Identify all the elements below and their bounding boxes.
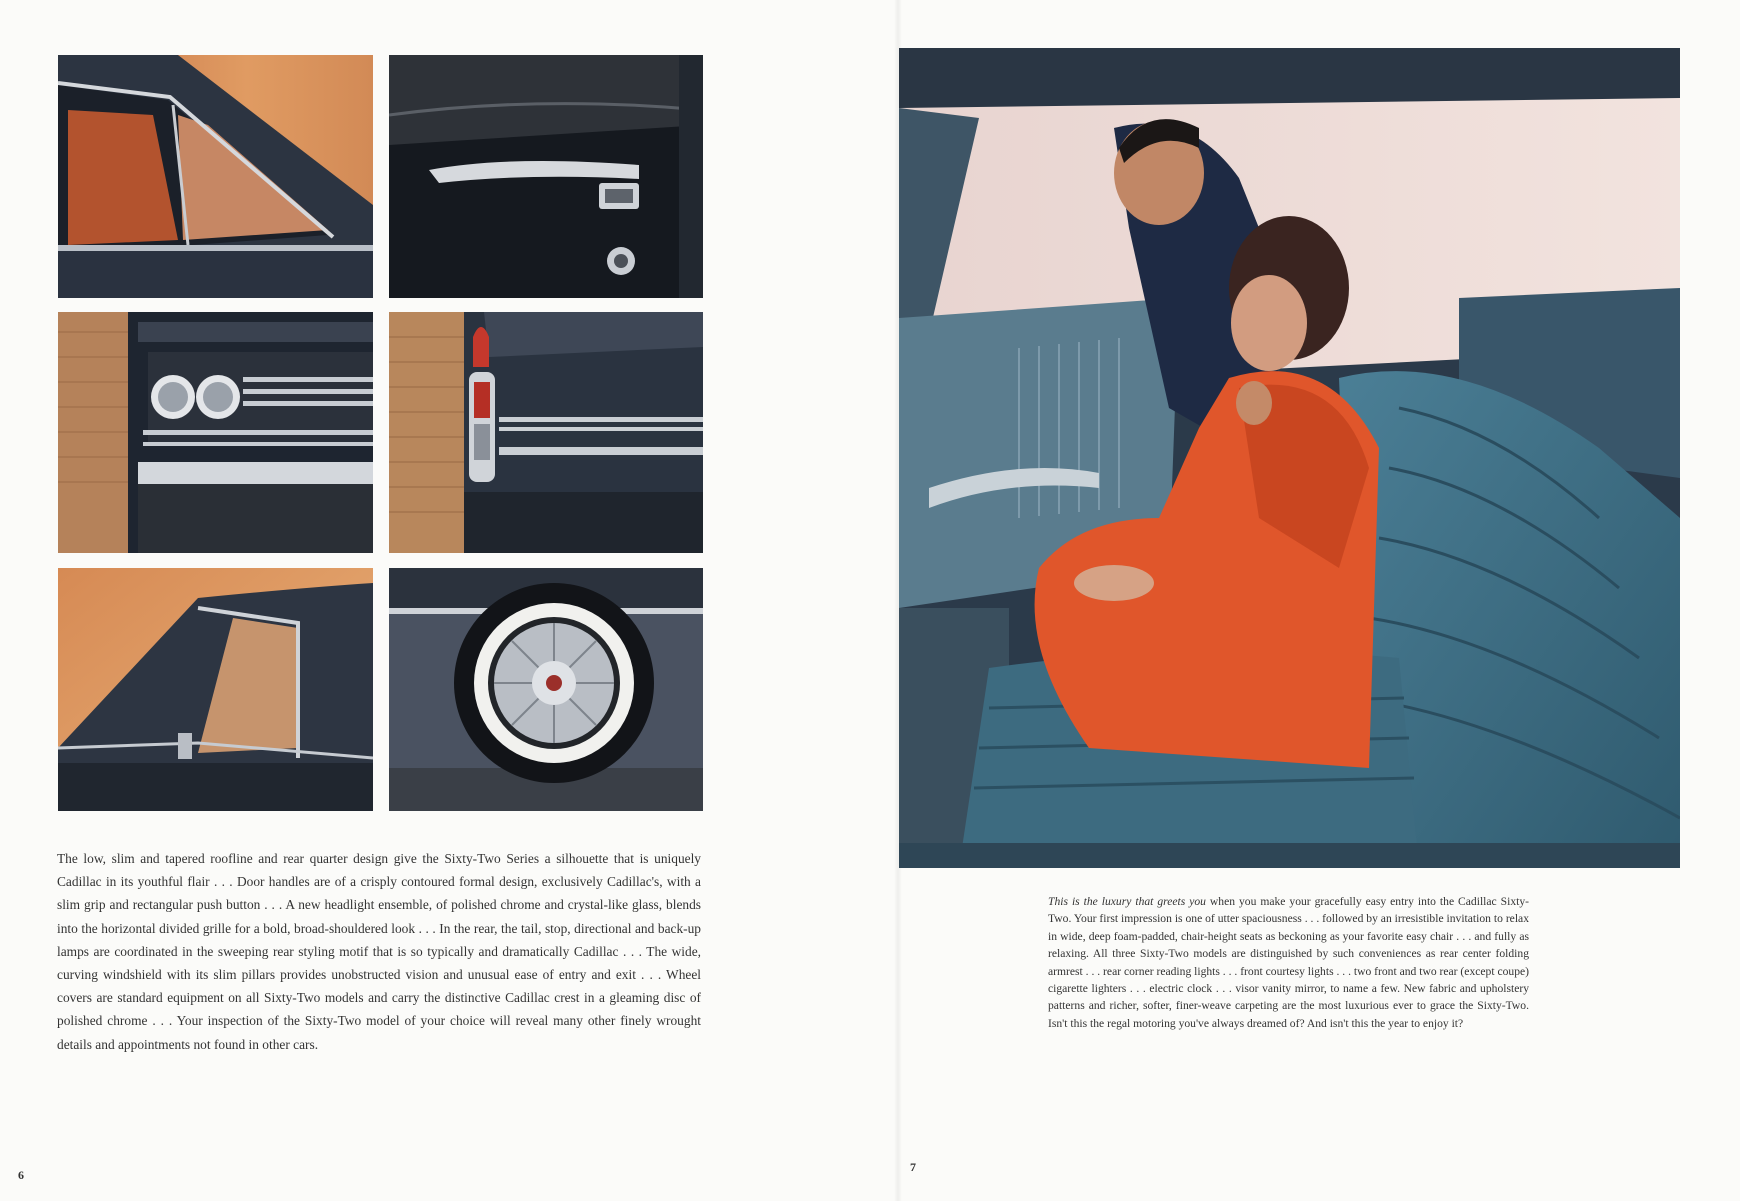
photo-headlights bbox=[58, 312, 373, 553]
left-page-body-text: The low, slim and tapered roofline and rear quarter design give the Sixty-Two Series a silhouette that is uniquely Cadillac in its youthful flair . . . Door handles are of a crisply contoured formal design, exclusively Cadillac's, with a slim grip and rectangular push button . . . A new headlight ensemble, of polished chrome and crystal-like glass, blends into the horizontal divided grille for a bold, broad-shouldered look . . . In the rear, the tail, stop, directional and back-up lamps are coordinated in the sweeping rear styling motif that is so typically and dramatically Cadillac . . . The wide, curving windshield with its slim pillars provides unobstructed vision and unusual ease of entry and exit . . . Wheel covers are standard equipment on all Sixty-Two models and carry the distinctive Cadillac crest in a gleaming disc of polished chrome . . . Your inspection of the Sixty-Two model of your choice will reveal many other finely wrought details and appointments not found in other cars. bbox=[57, 851, 701, 1052]
page-number-right: 7 bbox=[910, 1160, 916, 1174]
photo-door-handle bbox=[389, 55, 703, 298]
photo-tail-lamp bbox=[389, 312, 703, 553]
photo-roofline bbox=[58, 55, 373, 298]
right-page-body-continuation: when you make your gracefully easy entry into the Cadillac Sixty-Two. Your first impression is one of utter spaciousness . . . followed by an irresistible invitation to relax in wide, deep foam-padded, chair-height seats as beckoning as your favorite easy chair . . . and fully as relaxing. All three Sixty-Two models are distinguished by such conveniences as rear center folding armrest . . . rear corner reading lights . . . front courtesy lights . . . two front and two rear (except coupe) cigarette lighters . . . electric clock . . . visor vanity mirror, to name a few. New fabric and upholstery patterns and richer, softer, finer-weave carpeting are the most luxurious ever to grace the Sixty-Two. Isn't this the regal motoring you've always dreamed of? And isn't this the year to enjoy it? bbox=[1048, 895, 1529, 1030]
right-page-body-text bbox=[1048, 893, 1529, 1032]
photo-interior-couple bbox=[899, 48, 1680, 868]
page-number-left: 6 bbox=[18, 1168, 24, 1182]
photo-wheel-cover bbox=[389, 568, 703, 811]
photo-windshield bbox=[58, 568, 373, 811]
right-page-lead-text: This is the luxury that greets you bbox=[1048, 895, 1206, 908]
